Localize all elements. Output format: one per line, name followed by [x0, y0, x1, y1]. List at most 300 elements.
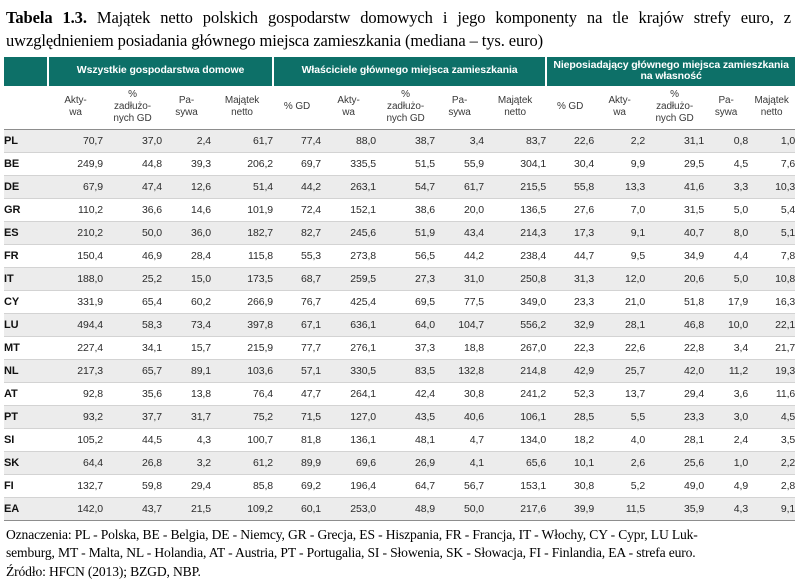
cell-non_netto: 11,6 [748, 382, 795, 405]
row-country-code: BE [4, 152, 48, 175]
notes-line-1: Oznaczenia: PL - Polska, BE - Belgia, DE - Niemcy, GR - Grecja, ES - Hiszpania, FR - Francja, IT - Włochy, CY - Cypr, LU Luk- [6, 526, 698, 542]
cell-non_aktywa: 22,6 [594, 336, 645, 359]
cell-own_pasywa: 43,4 [435, 221, 484, 244]
cell-own_netto: 217,6 [484, 497, 546, 520]
cell-own_aktywa: 127,0 [321, 405, 376, 428]
col-header-owners-pasywa: Pa- sywa [435, 86, 484, 130]
cell-non_netto: 1,0 [748, 129, 795, 152]
cell-non_netto: 9,1 [748, 497, 795, 520]
cell-own_netto: 214,3 [484, 221, 546, 244]
cell-all_pasywa: 12,6 [162, 175, 211, 198]
cell-all_netto: 75,2 [211, 405, 273, 428]
cell-own_netto: 136,5 [484, 198, 546, 221]
cell-non_pasywa: 3,3 [704, 175, 748, 198]
cell-non_pasywa: 2,4 [704, 428, 748, 451]
cell-own_aktywa: 245,6 [321, 221, 376, 244]
cell-own_gd: 81,8 [273, 428, 321, 451]
cell-own_pasywa: 4,1 [435, 451, 484, 474]
cell-all_zadluz: 43,7 [103, 497, 162, 520]
table-row [4, 474, 795, 497]
cell-own_netto: 349,0 [484, 290, 546, 313]
cell-all_netto: 266,9 [211, 290, 273, 313]
cell-non_zadluz: 28,1 [645, 428, 704, 451]
cell-own_gd: 77,4 [273, 129, 321, 152]
cell-own_zadluz: 64,7 [376, 474, 435, 497]
cell-own_zadluz: 43,5 [376, 405, 435, 428]
cell-non_zadluz: 20,6 [645, 267, 704, 290]
cell-all_aktywa: 142,0 [48, 497, 103, 520]
cell-own_aktywa: 69,6 [321, 451, 376, 474]
cell-all_netto: 76,4 [211, 382, 273, 405]
cell-own_pasywa: 55,9 [435, 152, 484, 175]
row-country-code: GR [4, 198, 48, 221]
cell-own_pasywa: 104,7 [435, 313, 484, 336]
cell-all_zadluz: 44,8 [103, 152, 162, 175]
col-header-nonowners-pasywa: Pa- sywa [704, 86, 748, 130]
cell-own_netto: 241,2 [484, 382, 546, 405]
cell-own_zadluz: 26,9 [376, 451, 435, 474]
cell-own_aktywa: 152,1 [321, 198, 376, 221]
cell-non_gd: 23,3 [546, 290, 594, 313]
table-notes [0, 521, 797, 582]
notes-line-2: semburg, MT - Malta, NL - Holandia, AT - Austria, PT - Portugalia, SI - Słowenia, SK - Słowacja, FI - Finlandia, EA - strefa euro. [6, 545, 696, 561]
cell-non_aktywa: 12,0 [594, 267, 645, 290]
col-header-all-majatek-netto: Majątek netto [211, 86, 273, 130]
cell-all_zadluz: 37,7 [103, 405, 162, 428]
caption-label: Tabela 1.3. [6, 8, 87, 27]
cell-non_zadluz: 31,1 [645, 129, 704, 152]
cell-own_gd: 69,2 [273, 474, 321, 497]
row-country-code: SK [4, 451, 48, 474]
cell-own_pasywa: 50,0 [435, 497, 484, 520]
cell-all_zadluz: 36,6 [103, 198, 162, 221]
cell-non_aktywa: 28,1 [594, 313, 645, 336]
cell-all_zadluz: 26,8 [103, 451, 162, 474]
cell-all_aktywa: 92,8 [48, 382, 103, 405]
row-country-code: MT [4, 336, 48, 359]
cell-non_zadluz: 35,9 [645, 497, 704, 520]
row-country-code: SI [4, 428, 48, 451]
cell-all_aktywa: 217,3 [48, 359, 103, 382]
cell-non_pasywa: 1,0 [704, 451, 748, 474]
row-country-code: DE [4, 175, 48, 198]
cell-non_pasywa: 4,5 [704, 152, 748, 175]
cell-own_aktywa: 88,0 [321, 129, 376, 152]
cell-non_gd: 17,3 [546, 221, 594, 244]
net-wealth-table [4, 57, 795, 521]
cell-non_pasywa: 5,0 [704, 198, 748, 221]
cell-non_gd: 30,8 [546, 474, 594, 497]
cell-all_zadluz: 58,3 [103, 313, 162, 336]
group-header-all-households: Wszystkie gospodarstwa domowe [48, 57, 273, 86]
cell-own_netto: 134,0 [484, 428, 546, 451]
cell-non_aktywa: 2,2 [594, 129, 645, 152]
cell-non_aktywa: 9,1 [594, 221, 645, 244]
cell-non_gd: 31,3 [546, 267, 594, 290]
col-header-nonowners-aktywa: Akty- wa [594, 86, 645, 130]
table-row [4, 267, 795, 290]
cell-non_zadluz: 29,4 [645, 382, 704, 405]
cell-non_pasywa: 5,0 [704, 267, 748, 290]
cell-non_aktywa: 11,5 [594, 497, 645, 520]
cell-non_netto: 2,2 [748, 451, 795, 474]
table-row [4, 313, 795, 336]
col-header-owners-majatek-netto: Majątek netto [484, 86, 546, 130]
cell-own_pasywa: 40,6 [435, 405, 484, 428]
row-country-code: IT [4, 267, 48, 290]
cell-non_zadluz: 42,0 [645, 359, 704, 382]
row-country-code: EA [4, 497, 48, 520]
cell-own_gd: 69,7 [273, 152, 321, 175]
cell-own_aktywa: 196,4 [321, 474, 376, 497]
col-header-owners-aktywa: Akty- wa [321, 86, 376, 130]
cell-own_aktywa: 636,1 [321, 313, 376, 336]
cell-all_netto: 61,7 [211, 129, 273, 152]
cell-non_pasywa: 17,9 [704, 290, 748, 313]
cell-own_zadluz: 27,3 [376, 267, 435, 290]
cell-non_gd: 52,3 [546, 382, 594, 405]
cell-non_zadluz: 22,8 [645, 336, 704, 359]
cell-non_zadluz: 51,8 [645, 290, 704, 313]
cell-all_netto: 206,2 [211, 152, 273, 175]
cell-own_aktywa: 259,5 [321, 267, 376, 290]
cell-all_zadluz: 65,4 [103, 290, 162, 313]
cell-all_aktywa: 110,2 [48, 198, 103, 221]
cell-all_netto: 61,2 [211, 451, 273, 474]
cell-all_aktywa: 64,4 [48, 451, 103, 474]
col-header-nonowners-zadluzonych: % zadłużo- nych GD [645, 86, 704, 130]
cell-non_aktywa: 5,5 [594, 405, 645, 428]
row-country-code: PL [4, 129, 48, 152]
cell-non_pasywa: 11,2 [704, 359, 748, 382]
cell-own_pasywa: 20,0 [435, 198, 484, 221]
cell-own_gd: 76,7 [273, 290, 321, 313]
cell-all_aktywa: 210,2 [48, 221, 103, 244]
group-header-non-owners: Nieposiadający głównego miejsca zamieszkania na własność [546, 57, 795, 86]
cell-non_zadluz: 23,3 [645, 405, 704, 428]
row-country-code: LU [4, 313, 48, 336]
cell-all_zadluz: 44,5 [103, 428, 162, 451]
cell-all_pasywa: 31,7 [162, 405, 211, 428]
group-header-owners: Właściciele głównego miejsca zamieszkania [273, 57, 546, 86]
row-country-code: PT [4, 405, 48, 428]
cell-all_zadluz: 50,0 [103, 221, 162, 244]
cell-own_netto: 153,1 [484, 474, 546, 497]
table-row [4, 198, 795, 221]
cell-non_netto: 10,3 [748, 175, 795, 198]
cell-own_netto: 106,1 [484, 405, 546, 428]
cell-non_gd: 27,6 [546, 198, 594, 221]
cell-all_zadluz: 37,0 [103, 129, 162, 152]
cell-non_pasywa: 0,8 [704, 129, 748, 152]
cell-own_pasywa: 56,7 [435, 474, 484, 497]
table-row [4, 451, 795, 474]
cell-own_netto: 238,4 [484, 244, 546, 267]
cell-non_netto: 3,5 [748, 428, 795, 451]
cell-all_aktywa: 227,4 [48, 336, 103, 359]
cell-own_zadluz: 37,3 [376, 336, 435, 359]
cell-non_gd: 22,3 [546, 336, 594, 359]
cell-all_netto: 85,8 [211, 474, 273, 497]
cell-own_pasywa: 61,7 [435, 175, 484, 198]
cell-non_zadluz: 46,8 [645, 313, 704, 336]
cell-non_netto: 21,7 [748, 336, 795, 359]
notes-source: Źródło: HFCN (2013); BZGD, NBP. [6, 564, 201, 580]
table-row [4, 428, 795, 451]
cell-own_pasywa: 44,2 [435, 244, 484, 267]
col-header-all-pasywa: Pa- sywa [162, 86, 211, 130]
cell-all_aktywa: 249,9 [48, 152, 103, 175]
group-header-row [4, 57, 795, 86]
cell-own_pasywa: 4,7 [435, 428, 484, 451]
cell-own_gd: 67,1 [273, 313, 321, 336]
cell-non_gd: 30,4 [546, 152, 594, 175]
cell-own_zadluz: 51,9 [376, 221, 435, 244]
cell-all_pasywa: 4,3 [162, 428, 211, 451]
cell-all_pasywa: 13,8 [162, 382, 211, 405]
cell-own_aktywa: 273,8 [321, 244, 376, 267]
cell-all_zadluz: 65,7 [103, 359, 162, 382]
cell-own_zadluz: 69,5 [376, 290, 435, 313]
cell-own_netto: 214,8 [484, 359, 546, 382]
group-header-corner [4, 57, 48, 86]
cell-non_pasywa: 3,6 [704, 382, 748, 405]
table-row [4, 129, 795, 152]
col-header-nonowners-majatek-netto: Majątek netto [748, 86, 795, 130]
cell-non_gd: 55,8 [546, 175, 594, 198]
caption-text: Majątek netto polskich gospodarstw domowych i jego komponenty na tle krajów strefy euro, z uwzględnieniem posiadania głównego miejsca zamieszkania (mediana – tys. euro) [6, 8, 791, 51]
cell-non_netto: 16,3 [748, 290, 795, 313]
cell-all_pasywa: 89,1 [162, 359, 211, 382]
cell-non_zadluz: 34,9 [645, 244, 704, 267]
cell-all_zadluz: 46,9 [103, 244, 162, 267]
cell-non_pasywa: 4,9 [704, 474, 748, 497]
cell-all_netto: 397,8 [211, 313, 273, 336]
cell-non_gd: 22,6 [546, 129, 594, 152]
cell-all_pasywa: 60,2 [162, 290, 211, 313]
cell-non_netto: 2,8 [748, 474, 795, 497]
table-row [4, 336, 795, 359]
row-country-code: NL [4, 359, 48, 382]
cell-own_gd: 60,1 [273, 497, 321, 520]
col-header-owners-zadluzonych: % zadłużo- nych GD [376, 86, 435, 130]
cell-own_gd: 77,7 [273, 336, 321, 359]
cell-non_pasywa: 10,0 [704, 313, 748, 336]
cell-own_zadluz: 54,7 [376, 175, 435, 198]
cell-own_gd: 55,3 [273, 244, 321, 267]
cell-own_zadluz: 48,1 [376, 428, 435, 451]
cell-non_aktywa: 13,3 [594, 175, 645, 198]
cell-all_pasywa: 2,4 [162, 129, 211, 152]
cell-non_aktywa: 13,7 [594, 382, 645, 405]
cell-own_aktywa: 136,1 [321, 428, 376, 451]
cell-non_aktywa: 2,6 [594, 451, 645, 474]
cell-all_aktywa: 494,4 [48, 313, 103, 336]
cell-non_netto: 5,4 [748, 198, 795, 221]
cell-all_netto: 51,4 [211, 175, 273, 198]
table-body [4, 129, 795, 520]
cell-own_zadluz: 83,5 [376, 359, 435, 382]
table-row [4, 290, 795, 313]
cell-all_pasywa: 15,7 [162, 336, 211, 359]
cell-non_gd: 32,9 [546, 313, 594, 336]
cell-non_zadluz: 25,6 [645, 451, 704, 474]
cell-non_aktywa: 7,0 [594, 198, 645, 221]
table-row [4, 359, 795, 382]
cell-all_pasywa: 3,2 [162, 451, 211, 474]
cell-own_aktywa: 253,0 [321, 497, 376, 520]
cell-all_aktywa: 188,0 [48, 267, 103, 290]
table-head [4, 57, 795, 130]
cell-non_pasywa: 3,0 [704, 405, 748, 428]
cell-non_zadluz: 29,5 [645, 152, 704, 175]
cell-all_netto: 109,2 [211, 497, 273, 520]
col-header-all-aktywa: Akty- wa [48, 86, 103, 130]
cell-all_pasywa: 15,0 [162, 267, 211, 290]
column-header-row [4, 86, 795, 130]
cell-all_netto: 103,6 [211, 359, 273, 382]
cell-own_zadluz: 64,0 [376, 313, 435, 336]
cell-all_pasywa: 36,0 [162, 221, 211, 244]
cell-non_netto: 4,5 [748, 405, 795, 428]
cell-all_netto: 215,9 [211, 336, 273, 359]
cell-own_gd: 68,7 [273, 267, 321, 290]
cell-own_netto: 556,2 [484, 313, 546, 336]
cell-own_zadluz: 38,6 [376, 198, 435, 221]
cell-non_gd: 18,2 [546, 428, 594, 451]
cell-all_pasywa: 28,4 [162, 244, 211, 267]
cell-non_netto: 22,1 [748, 313, 795, 336]
cell-own_gd: 71,5 [273, 405, 321, 428]
cell-non_gd: 39,9 [546, 497, 594, 520]
cell-non_pasywa: 8,0 [704, 221, 748, 244]
cell-own_netto: 267,0 [484, 336, 546, 359]
cell-own_aktywa: 276,1 [321, 336, 376, 359]
cell-non_aktywa: 21,0 [594, 290, 645, 313]
cell-own_netto: 83,7 [484, 129, 546, 152]
cell-all_pasywa: 73,4 [162, 313, 211, 336]
cell-non_zadluz: 41,6 [645, 175, 704, 198]
cell-all_aktywa: 105,2 [48, 428, 103, 451]
cell-non_pasywa: 4,4 [704, 244, 748, 267]
cell-non_zadluz: 40,7 [645, 221, 704, 244]
cell-non_gd: 28,5 [546, 405, 594, 428]
cell-own_pasywa: 77,5 [435, 290, 484, 313]
cell-non_netto: 7,6 [748, 152, 795, 175]
cell-own_gd: 47,7 [273, 382, 321, 405]
cell-own_zadluz: 56,5 [376, 244, 435, 267]
cell-all_aktywa: 331,9 [48, 290, 103, 313]
cell-own_zadluz: 48,9 [376, 497, 435, 520]
cell-all_zadluz: 47,4 [103, 175, 162, 198]
col-header-owners-gd: % GD [273, 86, 321, 130]
cell-own_pasywa: 3,4 [435, 129, 484, 152]
cell-own_aktywa: 264,1 [321, 382, 376, 405]
cell-non_zadluz: 31,5 [645, 198, 704, 221]
cell-own_gd: 57,1 [273, 359, 321, 382]
cell-own_zadluz: 42,4 [376, 382, 435, 405]
cell-own_netto: 250,8 [484, 267, 546, 290]
cell-all_aktywa: 93,2 [48, 405, 103, 428]
cell-all_aktywa: 70,7 [48, 129, 103, 152]
cell-own_aktywa: 330,5 [321, 359, 376, 382]
cell-all_netto: 173,5 [211, 267, 273, 290]
cell-all_netto: 100,7 [211, 428, 273, 451]
table-row [4, 405, 795, 428]
cell-non_gd: 10,1 [546, 451, 594, 474]
cell-all_pasywa: 29,4 [162, 474, 211, 497]
cell-all_netto: 115,8 [211, 244, 273, 267]
table-row [4, 152, 795, 175]
cell-own_netto: 65,6 [484, 451, 546, 474]
table-row [4, 221, 795, 244]
cell-all_aktywa: 150,4 [48, 244, 103, 267]
cell-all_zadluz: 34,1 [103, 336, 162, 359]
cell-non_gd: 44,7 [546, 244, 594, 267]
col-header-country-code [4, 86, 48, 130]
cell-non_pasywa: 4,3 [704, 497, 748, 520]
cell-non_netto: 19,3 [748, 359, 795, 382]
col-header-all-zadluzonych: % zadłużo- nych GD [103, 86, 162, 130]
cell-non_zadluz: 49,0 [645, 474, 704, 497]
cell-own_aktywa: 335,5 [321, 152, 376, 175]
cell-non_aktywa: 4,0 [594, 428, 645, 451]
table-row [4, 497, 795, 520]
row-country-code: FR [4, 244, 48, 267]
cell-non_netto: 5,1 [748, 221, 795, 244]
cell-all_netto: 101,9 [211, 198, 273, 221]
cell-non_netto: 10,8 [748, 267, 795, 290]
cell-all_zadluz: 35,6 [103, 382, 162, 405]
cell-non_netto: 7,8 [748, 244, 795, 267]
cell-own_aktywa: 263,1 [321, 175, 376, 198]
cell-own_zadluz: 38,7 [376, 129, 435, 152]
cell-own_netto: 304,1 [484, 152, 546, 175]
cell-own_pasywa: 30,8 [435, 382, 484, 405]
cell-all_pasywa: 39,3 [162, 152, 211, 175]
cell-own_aktywa: 425,4 [321, 290, 376, 313]
cell-own_gd: 89,9 [273, 451, 321, 474]
table-row [4, 382, 795, 405]
cell-non_aktywa: 9,9 [594, 152, 645, 175]
cell-non_aktywa: 9,5 [594, 244, 645, 267]
cell-all_zadluz: 59,8 [103, 474, 162, 497]
table-row [4, 175, 795, 198]
cell-own_pasywa: 18,8 [435, 336, 484, 359]
cell-own_gd: 44,2 [273, 175, 321, 198]
row-country-code: CY [4, 290, 48, 313]
cell-own_pasywa: 31,0 [435, 267, 484, 290]
cell-all_pasywa: 14,6 [162, 198, 211, 221]
table-row [4, 244, 795, 267]
cell-all_zadluz: 25,2 [103, 267, 162, 290]
cell-all_aktywa: 67,9 [48, 175, 103, 198]
row-country-code: AT [4, 382, 48, 405]
col-header-nonowners-gd: % GD [546, 86, 594, 130]
row-country-code: FI [4, 474, 48, 497]
cell-own_gd: 72,4 [273, 198, 321, 221]
table-caption [0, 0, 797, 57]
row-country-code: ES [4, 221, 48, 244]
cell-non_aktywa: 5,2 [594, 474, 645, 497]
cell-non_aktywa: 25,7 [594, 359, 645, 382]
cell-own_netto: 215,5 [484, 175, 546, 198]
cell-non_pasywa: 3,4 [704, 336, 748, 359]
cell-non_gd: 42,9 [546, 359, 594, 382]
cell-own_pasywa: 132,8 [435, 359, 484, 382]
cell-own_zadluz: 51,5 [376, 152, 435, 175]
cell-all_pasywa: 21,5 [162, 497, 211, 520]
